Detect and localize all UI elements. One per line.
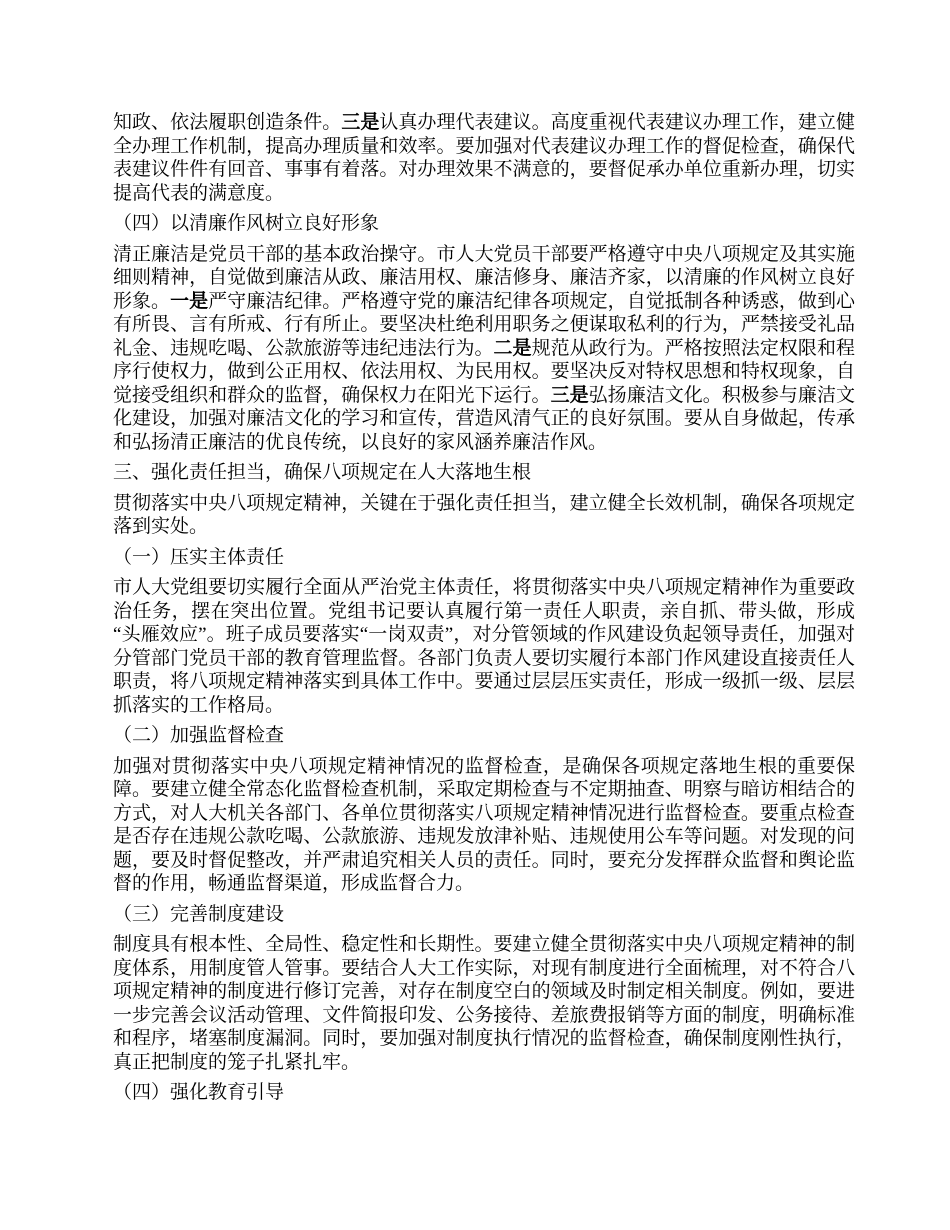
chapter-heading: [113, 461, 855, 485]
text-run-bold: 三是: [341, 112, 380, 133]
text-run: （一）压实主体责任: [113, 546, 285, 568]
paragraph: [113, 576, 855, 717]
section-heading: [113, 546, 855, 570]
paragraph: [113, 243, 855, 455]
text-run: （四）以清廉作风树立良好形象: [113, 213, 380, 234]
paragraph: [113, 492, 855, 539]
section-heading: [113, 903, 855, 927]
paragraph: [113, 755, 855, 896]
text-run-bold: 二是: [493, 337, 532, 359]
section-heading: [113, 212, 855, 236]
text-run: （二）加强监督检查: [113, 725, 285, 746]
text-run: （三）完善制度建设: [113, 903, 285, 925]
paragraph: [113, 933, 855, 1074]
text-run: （四）强化教育引导: [113, 1082, 285, 1103]
text-run: 清正廉洁是党员干部的基本政治操守。市人大党员干部要严格遵守中央八项规定及其实施细则精神，自觉做到廉洁从政、廉洁用权、廉洁修身、廉洁齐家，以清廉的作风树立良好形象。: [113, 243, 855, 312]
text-run: 贯彻落实中央八项规定精神，关键在于强化责任担当，建立健全长效机制，确保各项规定落到实处。: [113, 492, 855, 537]
text-run: 弘扬廉洁文化。积极参与廉洁文化建设，加强对廉洁文化的学习和宣传，营造风清气正的良好氛围。要从自身做起，传承和弘扬清正廉洁的优良传统，以良好的家风涵养廉洁作风。: [113, 384, 855, 453]
section-heading: [113, 1081, 855, 1105]
document-body: [113, 111, 855, 1112]
text-run-bold: 一是: [170, 290, 209, 312]
text-run: 严守廉洁纪律。严格遵守党的廉洁纪律各项规定，自觉抵制各种诱惑，做到心有所畏、言有所戒、行有所止。要坚决杜绝利用职务之便谋取私利的行为，严禁接受礼品礼金、违规吃喝、公款旅游等违纪违法行为。: [113, 290, 855, 359]
text-run-bold: 三是: [550, 384, 589, 406]
text-run: 三、强化责任担当，确保八项规定在人大落地生根: [113, 462, 532, 483]
text-run: 知政、依法履职创造条件。: [113, 112, 342, 133]
text-run: 加强对贯彻落实中央八项规定精神情况的监督检查，是确保各项规定落地生根的重要保障。要建立健全常态化监督检查机制，采取定期检查与不定期抽查、明察与暗访相结合的方式，对人大机关各部门、各单位贯彻落实八项规定精神情况进行监督检查。要重点检查是否存在违规公款吃喝、公款旅游、违规发放津补贴、违规使用公车等问题。对发现的问题，要及时督促整改，并严肃追究相关人员的责任。同时，要充分发挥群众监督和舆论监督的作用，畅通监督渠道，形成监督合力。: [113, 755, 855, 894]
text-run: 规范从政行为。严格按照法定权限和程序行使权力，做到公正用权、依法用权、为民用权。要坚决反对特权思想和特权现象，自觉接受组织和群众的监督，确保权力在阳光下运行。: [113, 337, 855, 406]
section-heading: [113, 724, 855, 748]
text-run: 市人大党组要切实履行全面从严治党主体责任，将贯彻落实中央八项规定精神作为重要政治任务，摆在突出位置。党组书记要认真履行第一责任人职责，亲自抓、带头做，形成“头雁效应”。班子成员要落实“一岗双责”，对分管领域的作风建设负起领导责任，加强对分管部门党员干部的教育管理监督。各部门负责人要切实履行本部门作风建设直接责任人职责，将八项规定精神落实到具体工作中。要通过层层压实责任，形成一级抓一级、层层抓落实的工作格局。: [113, 577, 855, 716]
paragraph: [113, 111, 855, 205]
text-run: 认真办理代表建议。高度重视代表建议办理工作，建立健全办理工作机制，提高办理质量和效率。要加强对代表建议办理工作的督促检查，确保代表建议件件有回音、事事有着落。对办理效果不满意的，要督促承办单位重新办理，切实提高代表的满意度。: [113, 112, 855, 204]
text-run: 制度具有根本性、全局性、稳定性和长期性。要建立健全贯彻落实中央八项规定精神的制度体系，用制度管人管事。要结合人大工作实际，对现有制度进行全面梳理，对不符合八项规定精神的制度进行修订完善，对存在制度空白的领域及时制定相关制度。例如，要进一步完善会议活动管理、文件简报印发、公务接待、差旅费报销等方面的制度，明确标准和程序，堵塞制度漏洞。同时，要加强对制度执行情况的监督检查，确保制度刚性执行，真正把制度的笼子扎紧扎牢。: [113, 934, 855, 1073]
